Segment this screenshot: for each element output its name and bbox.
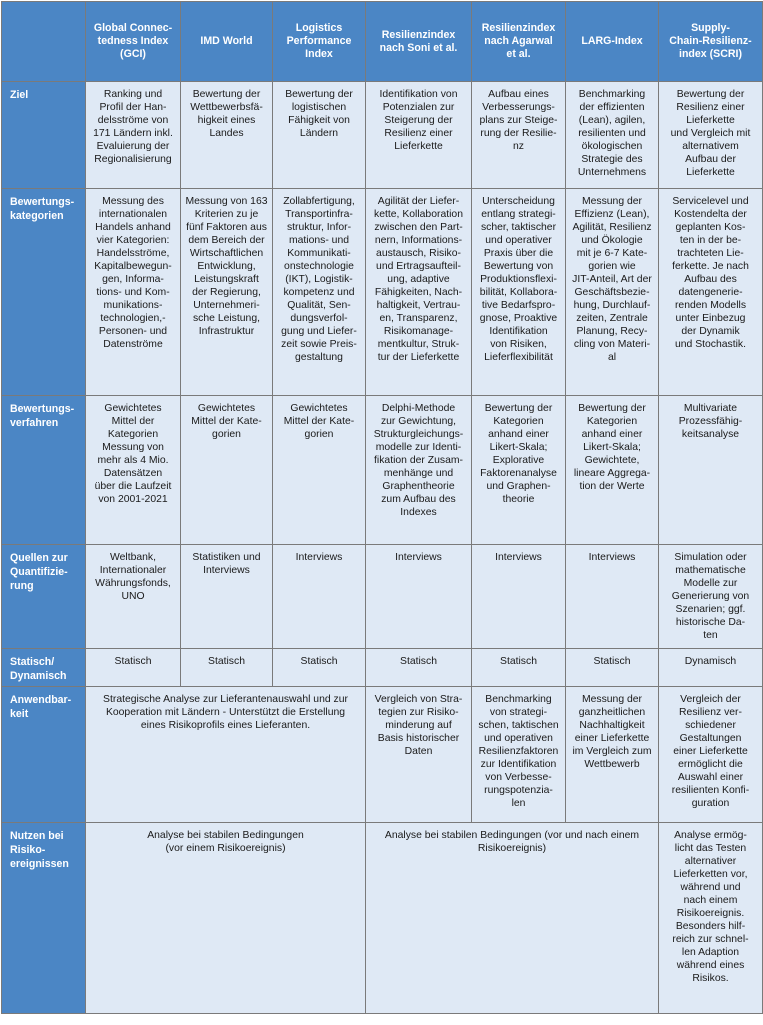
cell-statisch-soni: Statisch — [366, 649, 472, 687]
row-label-kategorien: Bewertungs- kategorien — [2, 189, 86, 396]
col-header-larg: LARG-Index — [566, 2, 659, 82]
cell-verfahren-agarwal: Bewertung der Kategorien anhand einer Likert-Skala; Explorative Faktorenanalyse und Graphen- theorie — [472, 396, 566, 545]
cell-quellen-larg: Interviews — [566, 545, 659, 649]
cell-ziel-larg: Benchmarking der effizienten (Lean), agilen, resilienten und ökologischen Strategie des Unternehmens — [566, 82, 659, 189]
row-label-ziel: Ziel — [2, 82, 86, 189]
col-header-gci: Global Connec- tedness Index (GCI) — [86, 2, 181, 82]
cell-quellen-imd: Statistiken und Interviews — [181, 545, 273, 649]
cell-verfahren-imd: Gewichtetes Mittel der Kate- gorien — [181, 396, 273, 545]
row-kategorien — [2, 189, 763, 396]
cell-anwendbarkeit-gci-imd-lpi: Strategische Analyse zur Lieferantenauswahl und zur Kooperation mit Ländern - Unterstützt die Erstellung eines Risikoprofils eines Lieferanten. — [86, 687, 366, 823]
cell-quellen-lpi: Interviews — [273, 545, 366, 649]
cell-kategorien-agarwal: Unterscheidung entlang strategi- scher, taktischer und operativer Praxis über die Bewertung von Produktionsflexi- bilität, Kollabora- tive Bedarfspro- gnose, Proaktive Identifikation von Risiken, Lieferflexibilität — [472, 189, 566, 396]
col-header-agarwal: Resilienzindex nach Agarwal et al. — [472, 2, 566, 82]
cell-quellen-gci: Weltbank, Internationaler Währungsfonds, UNO — [86, 545, 181, 649]
col-header-imd: IMD World — [181, 2, 273, 82]
cell-verfahren-soni: Delphi-Methode zur Gewichtung, Strukturgleichungs- modelle zur Identi- fikation der Zusam- menhänge und Graphentheorie zum Aufbau des Indexes — [366, 396, 472, 545]
cell-statisch-larg: Statisch — [566, 649, 659, 687]
cell-statisch-imd: Statisch — [181, 649, 273, 687]
row-label-anwendbarkeit: Anwendbar- keit — [2, 687, 86, 823]
cell-statisch-gci: Statisch — [86, 649, 181, 687]
row-nutzen — [2, 823, 763, 1014]
cell-ziel-lpi: Bewertung der logistischen Fähigkeit von Ländern — [273, 82, 366, 189]
col-header-lpi: Logistics Performance Index — [273, 2, 366, 82]
comparison-table — [1, 1, 763, 1014]
row-statisch — [2, 649, 763, 687]
cell-quellen-agarwal: Interviews — [472, 545, 566, 649]
row-ziel — [2, 82, 763, 189]
row-label-verfahren: Bewertungs- verfahren — [2, 396, 86, 545]
cell-anwendbarkeit-agarwal: Benchmarking von strategi- schen, taktischen und operativen Resilienzfaktoren zur Identifikation von Verbesse- rungspotenzia- len — [472, 687, 566, 823]
cell-kategorien-lpi: Zollabfertigung, Transportinfra- struktur, Infor- mations- und Kommunikati- onstechnologie (IKT), Logistik- kompetenz und Qualität, Sen- dungsverfol- gung und Liefer- zeit sowie Preis- gestaltung — [273, 189, 366, 396]
cell-statisch-agarwal: Statisch — [472, 649, 566, 687]
cell-ziel-imd: Bewertung der Wettbewerbsfä- higkeit eines Landes — [181, 82, 273, 189]
cell-nutzen-soni-agarwal-larg: Analyse bei stabilen Bedingungen (vor und nach einem Risikoereignis) — [366, 823, 659, 1014]
cell-ziel-scri: Bewertung der Resilienz einer Lieferkette und Vergleich mit alternativem Aufbau der Lieferkette — [659, 82, 763, 189]
cell-kategorien-gci: Messung des internationalen Handels anhand vier Kategorien: Handelsströme, Kapitalbewegun- gen, Informa- tions- und Kom- munikations- technologien,- Personen- und Datenströme — [86, 189, 181, 396]
row-quellen — [2, 545, 763, 649]
row-label-nutzen: Nutzen bei Risiko- ereignissen — [2, 823, 86, 1014]
cell-kategorien-larg: Messung der Effizienz (Lean), Agilität, Resilienz und Ökologie mit je 6-7 Kate- gorien wie JIT-Anteil, Art der Geschäftsbezie- hung, Durchlauf- zeiten, Zentrale Planung, Recy- cling von Materi- al — [566, 189, 659, 396]
cell-verfahren-larg: Bewertung der Kategorien anhand einer Likert-Skala; Gewichtete, lineare Aggrega- tion der Werte — [566, 396, 659, 545]
col-header-soni: Resilienzindex nach Soni et al. — [366, 2, 472, 82]
cell-kategorien-soni: Agilität der Liefer- kette, Kollaboration zwischen den Part- nern, Informations- austausch, Risiko- und Ertragsaufteil- ung, adaptive Fähigkeiten, Nach- haltigkeit, Vertrau- en, Transparenz, Risikomanage- mentkultur, Struk- tur der Lieferkette — [366, 189, 472, 396]
cell-statisch-lpi: Statisch — [273, 649, 366, 687]
cell-kategorien-scri: Servicelevel und Kostendelta der geplanten Kos- ten in der be- trachteten Lie- ferkette. Je nach Aufbau des datengenerie- renden Modells unter Einbezug der Dynamik und Stochastik. — [659, 189, 763, 396]
cell-statisch-scri: Dynamisch — [659, 649, 763, 687]
cell-verfahren-lpi: Gewichtetes Mittel der Kate- gorien — [273, 396, 366, 545]
cell-ziel-gci: Ranking und Profil der Han- delsströme von 171 Ländern inkl. Evaluierung der Regionalisierung — [86, 82, 181, 189]
cell-quellen-soni: Interviews — [366, 545, 472, 649]
cell-anwendbarkeit-larg: Messung der ganzheitlichen Nachhaltigkeit einer Lieferkette im Vergleich zum Wettbewerb — [566, 687, 659, 823]
cell-verfahren-scri: Multivariate Prozessfähig- keitsanalyse — [659, 396, 763, 545]
row-label-quellen: Quellen zur Quantifizie- rung — [2, 545, 86, 649]
col-header-scri: Supply- Chain-Resilienz- index (SCRI) — [659, 2, 763, 82]
row-label-statisch: Statisch/ Dynamisch — [2, 649, 86, 687]
cell-quellen-scri: Simulation oder mathematische Modelle zur Generierung von Szenarien; ggf. historische Da- ten — [659, 545, 763, 649]
cell-verfahren-gci: Gewichtetes Mittel der Kategorien Messung von mehr als 4 Mio. Datensätzen über die Laufzeit von 2001-2021 — [86, 396, 181, 545]
cell-anwendbarkeit-scri: Vergleich der Resilienz ver- schiedener Gestaltungen einer Lieferkette ermöglicht die Auswahl einer resilienten Konfi- guration — [659, 687, 763, 823]
row-anwendbarkeit — [2, 687, 763, 823]
corner-cell — [2, 2, 86, 82]
cell-kategorien-imd: Messung von 163 Kriterien zu je fünf Faktoren aus dem Bereich der Wirtschaftlichen Entwicklung, Leistungskraft der Regierung, Unternehmeri- sche Leistung, Infrastruktur — [181, 189, 273, 396]
cell-ziel-agarwal: Aufbau eines Verbesserungs- plans zur Steige- rung der Resilie- nz — [472, 82, 566, 189]
cell-nutzen-gci-imd-lpi: Analyse bei stabilen Bedingungen (vor einem Risikoereignis) — [86, 823, 366, 1014]
cell-anwendbarkeit-soni: Vergleich von Stra- tegien zur Risiko- minderung auf Basis historischer Daten — [366, 687, 472, 823]
cell-nutzen-scri: Analyse ermög- licht das Testen alternativer Lieferketten vor, während und nach einem Risikoereignis. Besonders hilf- reich zur schnel- len Adaption während eines Risikos. — [659, 823, 763, 1014]
row-verfahren — [2, 396, 763, 545]
cell-ziel-soni: Identifikation von Potenzialen zur Steigerung der Resilienz einer Lieferkette — [366, 82, 472, 189]
header-row — [2, 2, 763, 82]
